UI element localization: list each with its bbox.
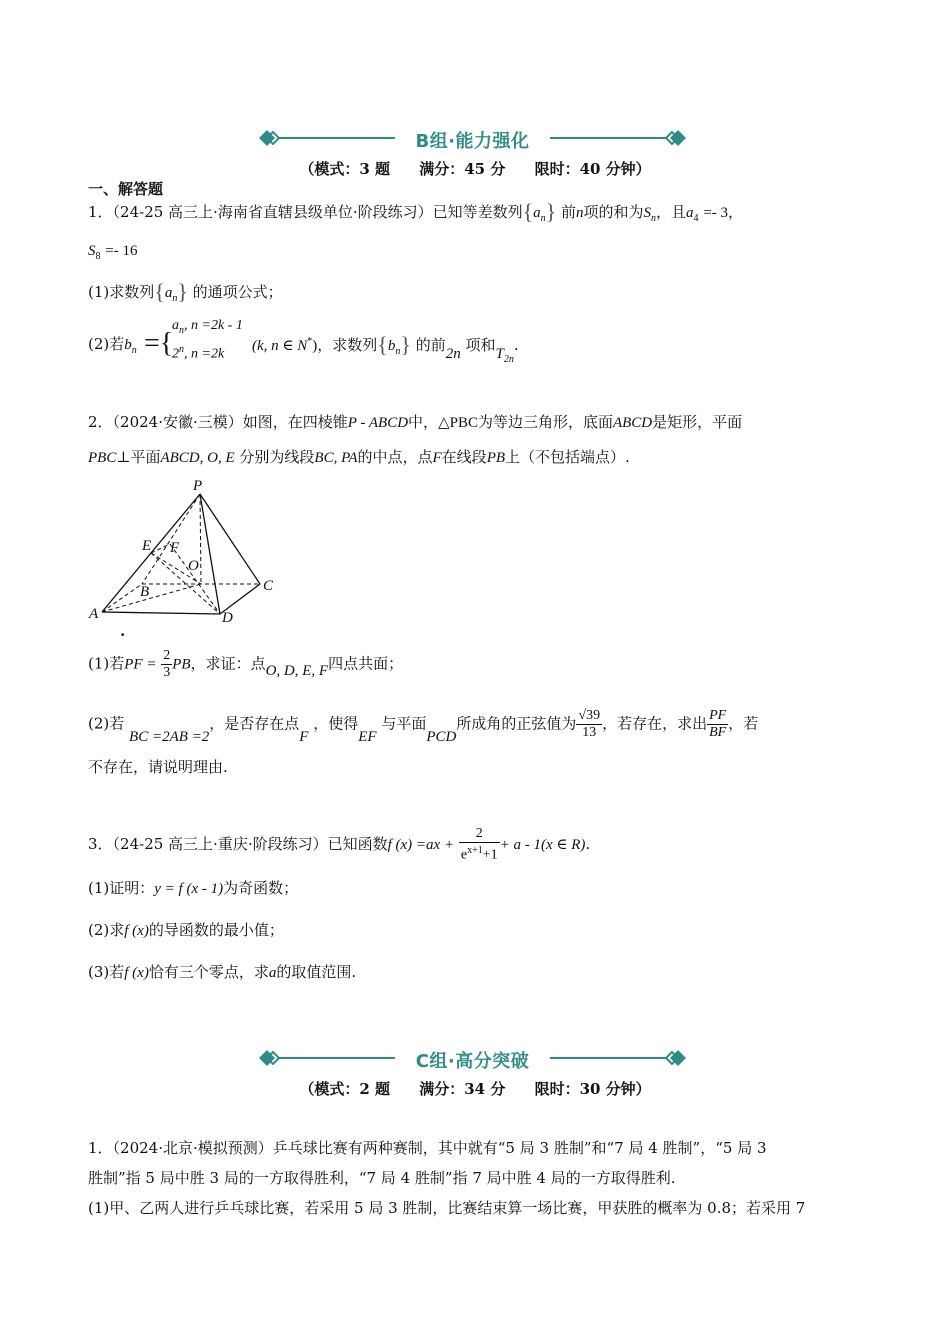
figure-dot: . [120, 622, 126, 640]
pyramid-figure [80, 474, 300, 639]
group-c-score: 满分：34 分 [419, 1080, 506, 1098]
c-q1-line1: 1．（2024·北京·模拟预测）乒乓球比赛有两种赛制，其中就有“5 局 3 胜制”和“7 局 4 胜制”，“5 局 3 [88, 1139, 767, 1157]
label-B: B [140, 584, 150, 600]
group-c-mode: （模式：2 题 [299, 1080, 390, 1098]
group-c-title: C组·高分突破 [415, 1051, 530, 1072]
group-b-meta [0, 158, 950, 179]
group-c-time: 限时：30 分钟） [534, 1080, 651, 1098]
b-q2-line2: PBC⊥平面ABCD, O, E 分别为线段BC, PA的中点，点F在线段PB上（不包括端点）. [88, 448, 630, 466]
b-q3-line1: 3．（24-25 高三上·重庆·阶段练习）已知函数f (x) =ax + $\frac{2}{e^{x+1}+1}$ + a - 1(x ∈ R). [88, 826, 591, 863]
label-F: F [170, 540, 180, 556]
c-q1-line3: (1)甲、乙两人进行乒乓球比赛，若采用 5 局 3 胜制，比赛结束算一场比赛，甲获胜的概率为 0.8；若采用 7 [88, 1199, 806, 1217]
c-q1-line2: 胜制”指 5 局中胜 3 局的一方取得胜利，“7 局 4 胜制”指 7 局中胜 4 局的一方取得胜利. [88, 1169, 676, 1187]
group-b-banner [255, 126, 690, 150]
label-O: O [188, 558, 199, 574]
group-b-score: 满分：45 分 [419, 160, 506, 178]
b-q1-part1: (1)求数列$\{a_n\}$ 的通项公式； [88, 279, 283, 304]
b-q3-part2: (2)求f (x)的导函数的最小值； [88, 921, 284, 939]
b-q3-part1: (1)证明：y = f (x - 1)为奇函数； [88, 879, 299, 897]
b-q2-line1: 2．（2024·安徽·三模）如图，在四棱锥P - ABCD中，△PBC为等边三角形，底面ABCD是矩形，平面 [88, 413, 743, 431]
cases-brace: ={ [144, 328, 174, 359]
b-q1-part2: (2)若$b_n$ [88, 335, 137, 356]
group-b-time: 限时：40 分钟） [534, 160, 651, 178]
group-b-mode: （模式：3 题 [299, 160, 390, 178]
label-E: E [142, 538, 152, 554]
group-b-title: B组·能力强化 [415, 131, 530, 152]
group-c-meta [0, 1078, 950, 1099]
b-q2-part2-line2: 不存在，请说明理由. [88, 758, 228, 776]
label-C: C [263, 578, 274, 594]
label-D: D [222, 610, 233, 626]
case-line-1: $a_n$, n =2k - 1 [172, 318, 243, 336]
case-line-2: 2$^n$, n =2k [172, 344, 225, 362]
group-c-banner [255, 1046, 690, 1070]
b-q2-part2: (2)若 BC =2AB =2，是否存在点F ，使得EF 与平面PCD所成角的正弦值为 $\frac{√39}{13}$ ，若存在，求出 $\frac{PF}{BF}$ ，若 [88, 708, 759, 745]
b-q1-line2: $S_8 =- 16$ [88, 243, 138, 262]
b-q2-part1: (1)若PF = $\frac{2}{3}$ PB，求证：点O, D, E, F四点共面； [88, 648, 404, 680]
label-P: P [193, 478, 203, 494]
b-q3-part3: (3)若f (x)恰有三个零点，求a的取值范围. [88, 963, 357, 981]
b-q1-part2-tail: (k, n ∈ N*)，求数列$\{b_n\}$ 的前2n 项和$T_{2n}$. [252, 332, 519, 365]
section-heading: 一、解答题 [88, 180, 164, 198]
label-A: A [89, 606, 99, 622]
b-q1-line1: 1．（24-25 高三上·海南省直辖县级单位·阶段练习）已知等差数列$\{a_n\}$ 前n项的和为$S_n$，且$a_4 =- 3$， [88, 199, 744, 224]
